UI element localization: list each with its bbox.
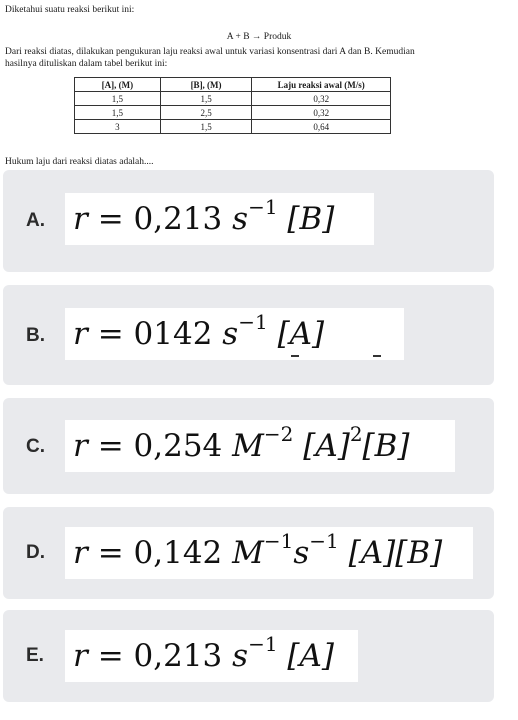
table-cell: 1,5 bbox=[160, 92, 252, 106]
unit-symbol: M bbox=[232, 535, 264, 571]
unit-exponent: −1 bbox=[248, 194, 278, 219]
option-formula-box bbox=[65, 420, 455, 472]
table-cell: 0,32 bbox=[252, 106, 391, 120]
table-cell: 1,5 bbox=[160, 120, 252, 134]
equals-sign: = bbox=[97, 638, 124, 674]
option-letter: C. bbox=[26, 436, 45, 457]
concentration-term: [A] bbox=[348, 535, 396, 571]
table-header-row bbox=[75, 78, 391, 92]
rate-law-formula bbox=[73, 631, 334, 676]
table-cell: 1,5 bbox=[75, 106, 161, 120]
unit-exponent: −1 bbox=[248, 631, 278, 656]
rate-law-formula bbox=[73, 309, 325, 354]
option-d[interactable] bbox=[3, 507, 494, 599]
equals-sign: = bbox=[97, 535, 124, 571]
option-formula-box bbox=[65, 630, 358, 682]
header-conc-b: [B], (M) bbox=[160, 78, 252, 92]
option-c[interactable] bbox=[3, 398, 494, 494]
rate-symbol: r bbox=[73, 428, 88, 464]
rate-symbol: r bbox=[73, 638, 88, 674]
equals-sign: = bbox=[97, 428, 124, 464]
table-row bbox=[75, 92, 391, 106]
rate-law-formula bbox=[73, 528, 443, 573]
table-row bbox=[75, 106, 391, 120]
option-letter: E. bbox=[26, 645, 44, 666]
unit-symbol: s bbox=[232, 638, 249, 674]
rate-law-formula bbox=[73, 194, 335, 239]
unit-symbol: s bbox=[293, 535, 310, 571]
rate-constant: 0142 bbox=[133, 316, 213, 352]
option-b[interactable] bbox=[3, 285, 494, 385]
option-letter: D. bbox=[26, 542, 45, 563]
unit-exponent: −2 bbox=[263, 421, 294, 446]
option-a[interactable] bbox=[3, 170, 494, 272]
question-description-line2: hasilnya dituliskan dalam tabel berikut ini: bbox=[5, 59, 168, 69]
table-row bbox=[75, 120, 391, 134]
equals-sign: = bbox=[97, 201, 124, 237]
concentration-term: [A] bbox=[303, 428, 350, 464]
question-block bbox=[0, 0, 518, 170]
table-cell: 1,5 bbox=[75, 92, 161, 106]
table-cell: 3 bbox=[75, 120, 161, 134]
option-letter: A. bbox=[26, 210, 45, 231]
reaction-equation: A + B → Produk bbox=[226, 32, 292, 42]
unit-symbol: s bbox=[232, 201, 249, 237]
equals-sign: = bbox=[97, 316, 124, 352]
concentration-term: [B] bbox=[395, 535, 443, 571]
question-prompt: Hukum laju dari reaksi diatas adalah.... bbox=[5, 157, 154, 167]
artifact-mark bbox=[291, 355, 299, 357]
rate-law-formula bbox=[73, 421, 410, 466]
option-formula-box bbox=[65, 193, 374, 245]
option-e[interactable] bbox=[3, 610, 494, 702]
rate-data-table bbox=[74, 77, 391, 134]
header-conc-a: [A], (M) bbox=[75, 78, 161, 92]
unit-symbol: s bbox=[222, 316, 239, 352]
option-formula-box bbox=[65, 527, 473, 579]
table-cell: 0,32 bbox=[252, 92, 391, 106]
rate-symbol: r bbox=[73, 535, 88, 571]
rate-constant: 0,213 bbox=[133, 201, 223, 237]
unit-exponent: −1 bbox=[263, 528, 294, 553]
table-cell: 2,5 bbox=[160, 106, 252, 120]
question-intro: Diketahui suatu reaksi berikut ini: bbox=[5, 5, 135, 15]
concentration-term: [B] bbox=[287, 201, 335, 237]
option-formula-box bbox=[65, 308, 404, 360]
header-initial-rate: Laju reaksi awal (M/s) bbox=[252, 78, 391, 92]
option-letter: B. bbox=[26, 325, 45, 346]
artifact-mark bbox=[373, 355, 381, 357]
table-cell: 0,64 bbox=[252, 120, 391, 134]
unit-exponent: −1 bbox=[238, 309, 268, 334]
concentration-term: [A] bbox=[287, 638, 334, 674]
rate-symbol: r bbox=[73, 316, 88, 352]
rate-constant: 0,142 bbox=[133, 535, 223, 571]
concentration-term: [B] bbox=[362, 428, 410, 464]
question-description-line1: Dari reaksi diatas, dilakukan pengukuran laju reaksi awal untuk variasi konsentrasi dari A dan B. Kemudian bbox=[5, 47, 415, 57]
rate-constant: 0,254 bbox=[133, 428, 223, 464]
unit-symbol: M bbox=[232, 428, 264, 464]
rate-symbol: r bbox=[73, 201, 88, 237]
order-exponent: 2 bbox=[349, 421, 363, 446]
unit-exponent: −1 bbox=[309, 528, 339, 553]
concentration-term: [A] bbox=[277, 316, 325, 352]
rate-constant: 0,213 bbox=[133, 638, 223, 674]
